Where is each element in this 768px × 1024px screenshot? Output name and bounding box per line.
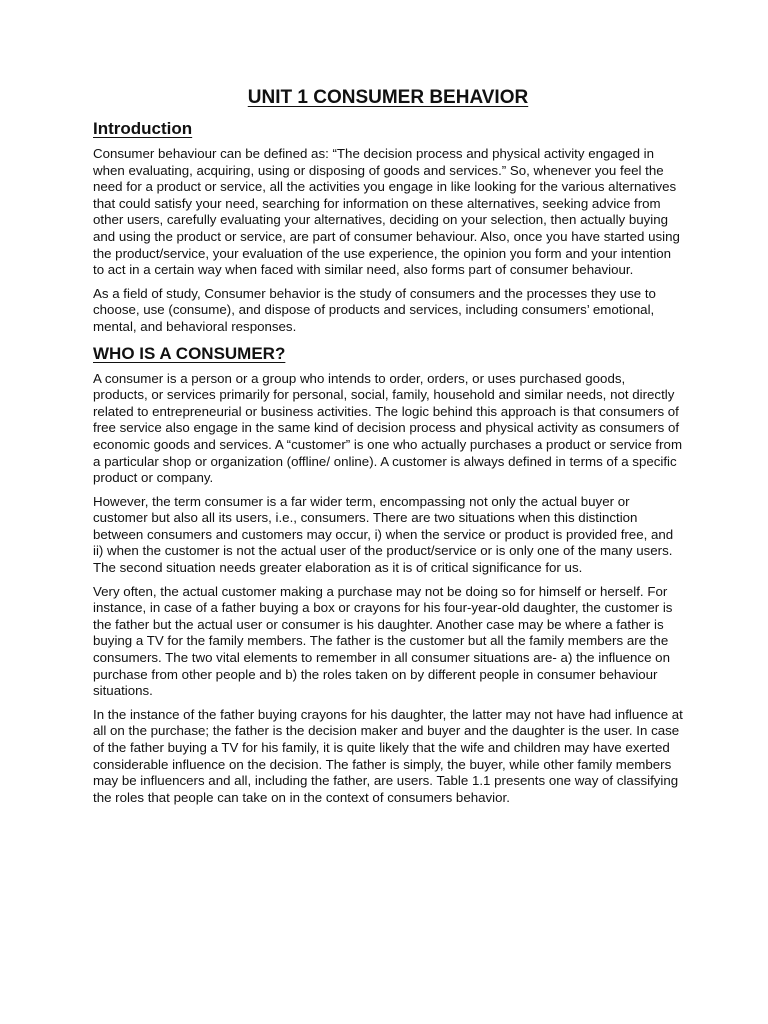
paragraph-definition: Consumer behaviour can be defined as: “The decision process and physical activity engaged in when evaluating, acquiring, using or disposing of goods and services.” So, whenever you feel the need for a product or service, all the activities you engage in like looking for the various alternatives that could satisfy your need, searching for information on these alternatives, seeking advice from other users, carefully evaluating your alternatives, deciding on your selection, then actually buying and using the product or service, are part of consumer behaviour. Also, once you have started using the product/service, your evaluation of the use experience, the opinion you form and your intention to act in a certain way when faced with similar need, also forms part of consumer behaviour. (93, 146, 680, 278)
paragraph-father-example: Very often, the actual customer making a purchase may not be doing so for himself or herself. For instance, in case of a father buying a box or crayons for his four-year-old daughter, the customer is the father but the actual user or consumer is his daughter. Another case may be where a father is buying a TV for the family members. The father is the customer but all the family members are the consumers. The two vital elements to remember in all consumer situations are- a) the influence on purchase from other people and b) the roles taken on by different people in consumer behaviour situations. (93, 583, 673, 699)
paragraph-consumer-definition: A consumer is a person or a group who intends to order, orders, or uses purchased goods, products, or services primarily for personal, social, family, household and similar needs, not directly related to entrepreneurial or business activities. The logic behind this approach is that consumers of free service also engage in the same kind of decision process and physical activity as consumers of economic goods and services. A “customer” is one who actually purchases a product or service from a particular shop or organization (offline/ online). A customer is always defined in terms of a specific product or company. (93, 370, 683, 486)
paragraph-roles: In the instance of the father buying crayons for his daughter, the latter may not have had influence at all on the purchase; the father is the decision maker and buyer and the daughter is the user. In case of the father buying a TV for his family, it is quite likely that the wife and children may have exerted considerable influence on the decision. The father is simply, the buyer, while other family members may be influencers and all, including the father, are users. Table 1.1 presents one way of classifying the roles that people can take on in the context of consumers behavior. (93, 706, 683, 805)
document-title: UNIT 1 CONSUMER BEHAVIOR (247, 87, 529, 108)
section-heading-who-is-consumer: WHO IS A CONSUMER? (93, 343, 286, 363)
paragraph-consumer-vs-customer: However, the term consumer is a far wider term, encompassing not only the actual buyer or customer but also all its users, i.e., consumers. There are two situations when this distinction between consumers and customers may occur, i) when the service or product is provided free, and ii) when the customer is not the actual user of the product/service or is only one of the many users. The second situation needs greater elaboration as it is of critical significance for us. (93, 493, 674, 576)
section-heading-introduction: Introduction (93, 119, 193, 138)
document-page (93, 86, 683, 813)
paragraph-field-of-study: As a field of study, Consumer behavior is the study of consumers and the processes they use to choose, use (consume), and dispose of products and services, including consumers’ emotional, mental, and behavioral responses. (93, 285, 656, 334)
